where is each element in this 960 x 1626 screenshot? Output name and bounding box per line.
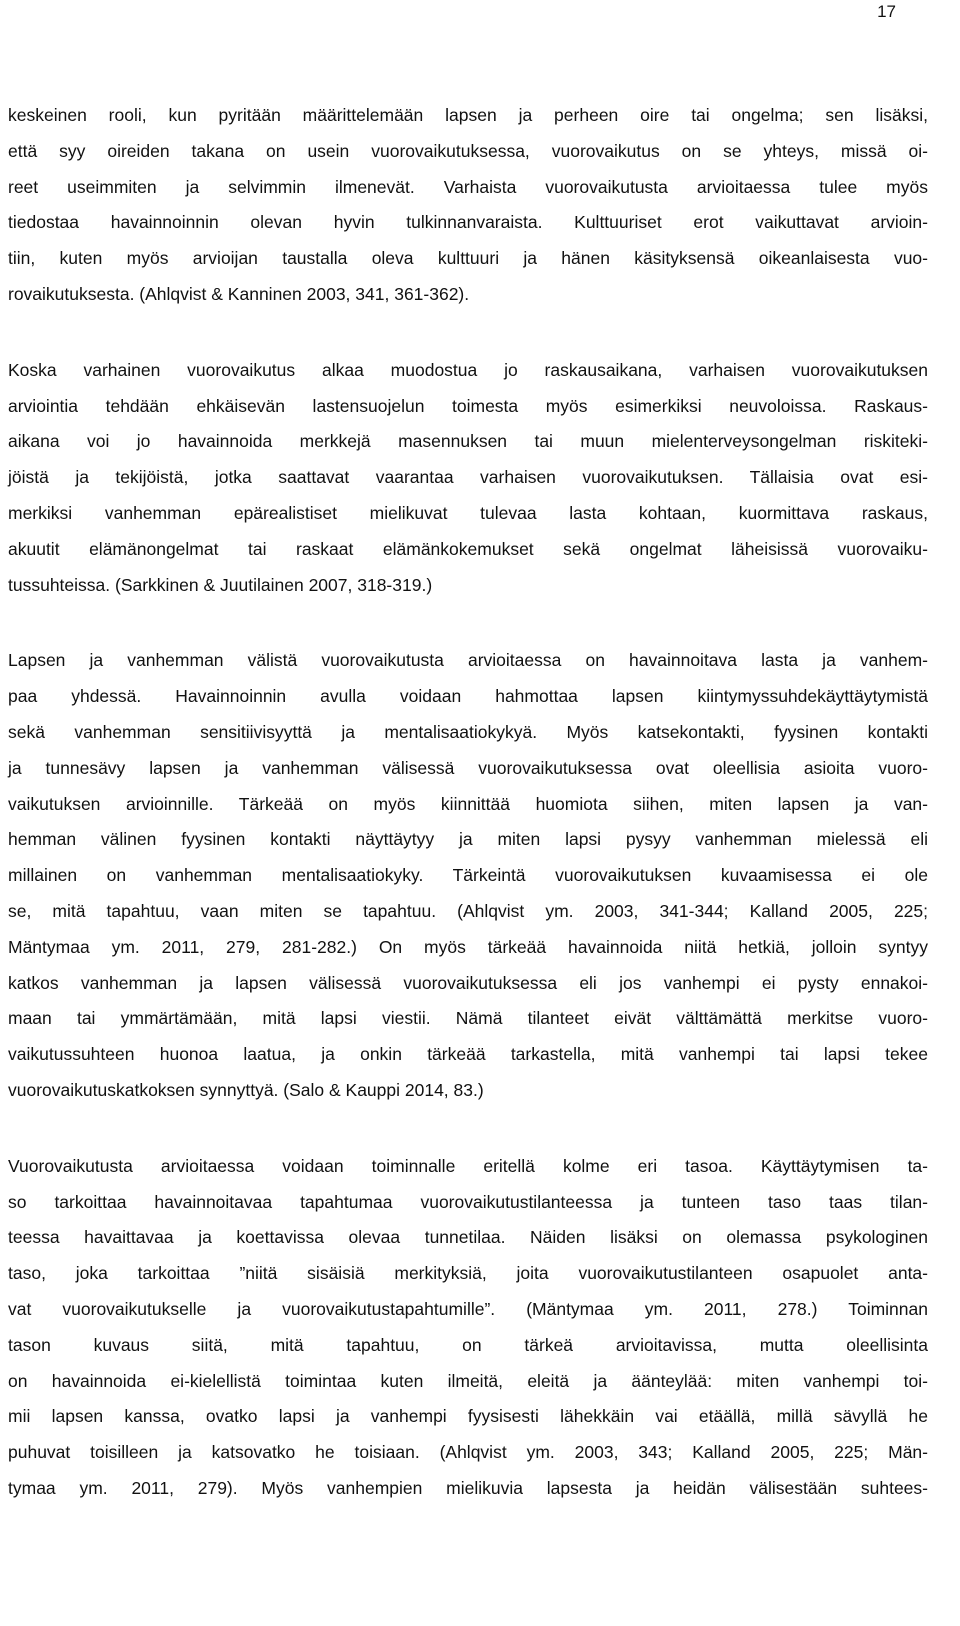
text-line: hemman välinen fyysinen kontakti näyttäytyy ja miten lapsi pysyy vanhemman mielessä eli xyxy=(8,829,928,850)
body-text xyxy=(8,98,928,1547)
text-line: katkos vanhemman ja lapsen välisessä vuorovaikutuksessa eli jos vanhempi ei pysty ennakoi- xyxy=(8,972,928,993)
text-line: so tarkoittaa havainnoitavaa tapahtumaa vuorovaikutustilanteessa ja tunteen taso taas tilan- xyxy=(8,1191,928,1212)
text-line: että syy oireiden takana on usein vuorovaikutuksessa, vuorovaikutus on se yhteys, missä oi- xyxy=(8,140,928,161)
text-line: se, mitä tapahtuu, vaan miten se tapahtuu. (Ahlqvist ym. 2003, 341-344; Kalland 2005, 225; xyxy=(8,900,928,921)
page-number: 17 xyxy=(877,2,896,21)
text-line: tiedostaa havainnoinnin olevan hyvin tulkinnanvaraista. Kulttuuriset erot vaikuttavat arvioin- xyxy=(8,212,928,233)
text-line: vaikutuksen arvioinnille. Tärkeää on myös kiinnittää huomiota siihen, miten lapsen ja van- xyxy=(8,793,928,814)
text-line: maan tai ymmärtämään, mitä lapsi viestii. Nämä tilanteet eivät välttämättä merkitse vuoro- xyxy=(8,1008,928,1029)
text-line: vaikutussuhteen huonoa laatua, ja onkin tärkeää tarkastella, mitä vanhempi tai lapsi tekee xyxy=(8,1044,928,1065)
text-line: rovaikutuksesta. (Ahlqvist & Kanninen 2003, 341, 361-362). xyxy=(8,283,470,304)
text-line: mii lapsen kanssa, ovatko lapsi ja vanhempi fyysisesti lähekkäin vai etäällä, millä sävyllä he xyxy=(8,1406,928,1427)
text-line: tiin, kuten myös arvioijan taustalla oleva kulttuuri ja hänen käsityksensä oikeanlaisesta vuo- xyxy=(8,248,928,269)
text-line: tussuhteissa. (Sarkkinen & Juutilainen 2007, 318-319.) xyxy=(8,574,433,595)
paragraph-3 xyxy=(8,643,928,1108)
text-line: puhuvat toisilleen ja katsovatko he toisiaan. (Ahlqvist ym. 2003, 343; Kalland 2005, 225; Män- xyxy=(8,1442,928,1463)
text-line: ja tunnesävy lapsen ja vanhemman välisessä vuorovaikutuksessa ovat oleellisia asioita vuoro- xyxy=(8,757,928,778)
text-line: vat vuorovaikutukselle ja vuorovaikutustapahtumille”. (Mäntymaa ym. 2011, 278.) Toiminnan xyxy=(8,1298,928,1319)
text-line: millainen on vanhemman mentalisaatiokyky. Tärkeintä vuorovaikutuksen kuvaamisessa ei ole xyxy=(8,865,928,886)
text-line: sekä vanhemman sensitiivisyyttä ja mentalisaatiokykyä. Myös katsekontakti, fyysinen kontakti xyxy=(8,721,928,742)
text-line: akuutit elämänongelmat tai raskaat elämänkokemukset sekä ongelmat läheisissä vuorovaiku- xyxy=(8,538,928,559)
text-line: jöistä ja tekijöistä, jotka saattavat vaarantaa varhaisen vuorovaikutuksen. Tällaisia ovat esi- xyxy=(8,467,928,488)
text-line: vuorovaikutuskatkoksen synnyttyä. (Salo & Kauppi 2014, 83.) xyxy=(8,1079,484,1100)
text-line: keskeinen rooli, kun pyritään määrittelemään lapsen ja perheen oire tai ongelma; sen lisäksi, xyxy=(8,105,928,125)
paragraph-2 xyxy=(8,353,928,604)
text-line: merkiksi vanhemman epärealistiset mielikuvat tulevaa lasta kohtaan, kuormittava raskaus, xyxy=(8,502,928,523)
text-line: on havainnoida ei-kielellistä toimintaa kuten ilmeitä, eleitä ja äänteylää: miten vanhempi toi- xyxy=(8,1370,928,1391)
paragraph-4 xyxy=(8,1149,928,1507)
text-line: teessa havaittavaa ja koettavissa olevaa tunnetilaa. Näiden lisäksi on olemassa psykologinen xyxy=(8,1227,928,1248)
text-line: tymaa ym. 2011, 279). Myös vanhempien mielikuvia lapsesta ja heidän välisestään suhtees- xyxy=(8,1477,928,1498)
text-line: Koska varhainen vuorovaikutus alkaa muodostua jo raskausaikana, varhaisen vuorovaikutuksen xyxy=(8,359,928,380)
text-line: aikana voi jo havainnoida merkkejä masennuksen tai muun mielenterveysongelman riskiteki- xyxy=(8,431,928,452)
text-line: taso, joka tarkoittaa ”niitä sisäisiä merkityksiä, joita vuorovaikutustilanteen osapuolet anta- xyxy=(8,1263,928,1284)
text-line: Lapsen ja vanhemman välistä vuorovaikutusta arvioitaessa on havainnoitava lasta ja vanhem- xyxy=(8,650,928,671)
text-line: Mäntymaa ym. 2011, 279, 281-282.) On myös tärkeää havainnoida niitä hetkiä, jolloin syntyy xyxy=(8,936,928,957)
text-line: paa yhdessä. Havainnoinnin avulla voidaan hahmottaa lapsen kiintymyssuhdekäyttäytymistä xyxy=(8,686,928,707)
text-line: arviointia tehdään ehkäisevän lastensuojelun toimesta myös esimerkiksi neuvoloissa. Raskaus- xyxy=(8,395,928,416)
text-line: tason kuvaus siitä, mitä tapahtuu, on tärkeä arvioitavissa, mutta oleellisinta xyxy=(8,1334,928,1355)
text-line: reet useimmiten ja selvimmin ilmenevät. Varhaista vuorovaikutusta arvioitaessa tulee myös xyxy=(8,176,928,197)
paragraph-1 xyxy=(8,98,928,313)
text-line: Vuorovaikutusta arvioitaessa voidaan toiminnalle eritellä kolme eri tasoa. Käyttäytymisen ta- xyxy=(8,1155,928,1176)
